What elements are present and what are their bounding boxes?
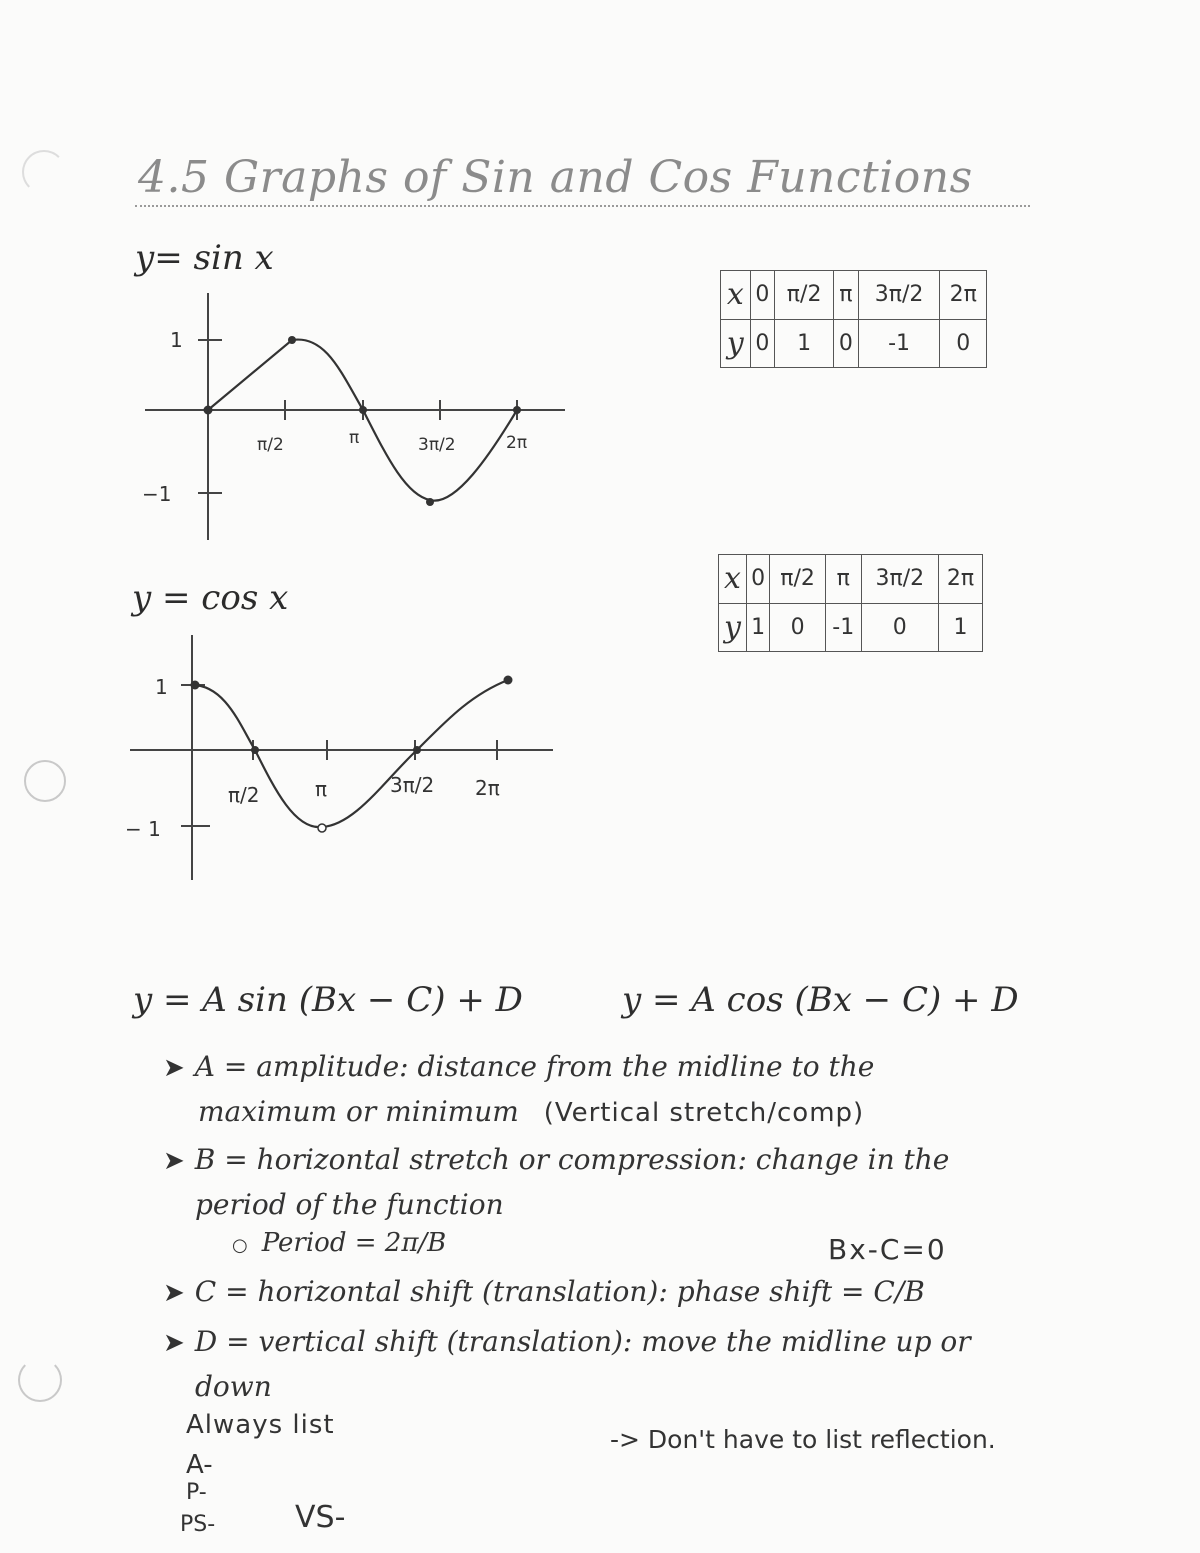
bullet-text: A = amplitude: distance from the midline to the	[194, 1050, 875, 1083]
sin-point	[426, 498, 434, 506]
table-header-y: y	[719, 603, 747, 652]
cos-point	[318, 824, 326, 832]
table-cell: π	[833, 271, 858, 320]
handwritten-note: Bx-C=0	[828, 1233, 947, 1266]
bullet-amplitude	[163, 1050, 874, 1083]
cos-point	[251, 746, 259, 754]
handwritten-note: (Vertical stretch/comp)	[543, 1098, 865, 1128]
handwritten-note: Always list	[186, 1410, 335, 1440]
arrow-bullet-icon: ➤	[163, 1146, 185, 1176]
bullet-horizontal-stretch-continued: period of the function	[195, 1188, 504, 1221]
bullet-text: B = horizontal stretch or compression: change in the	[194, 1143, 950, 1176]
table-row	[721, 319, 987, 368]
sin-general-formula: y = A sin (Bx − C) + D	[133, 980, 523, 1020]
cos-point	[504, 676, 513, 685]
title-underline	[135, 205, 1030, 207]
cos-point	[413, 746, 421, 754]
sin-y-tick-label: 1	[170, 328, 183, 352]
arrow-bullet-icon: ➤	[163, 1278, 185, 1308]
sin-x-tick-label: π/2	[257, 435, 284, 455]
sin-curve	[208, 340, 517, 501]
binder-hole-mark	[18, 1358, 62, 1402]
handwritten-note: A-	[186, 1450, 213, 1480]
bullet-vertical-shift-continued: down	[195, 1370, 272, 1403]
table-header-x: x	[719, 555, 747, 604]
cos-x-tick-label: π	[315, 777, 328, 801]
bullet-vertical-shift	[163, 1325, 971, 1358]
table-cell: π/2	[770, 555, 826, 604]
table-cell: 0	[750, 319, 775, 368]
arrow-bullet-icon: ➤	[163, 1328, 185, 1358]
sin-point	[359, 406, 367, 414]
cos-point	[191, 681, 200, 690]
sin-point	[288, 336, 296, 344]
bullet-horizontal-shift	[163, 1275, 925, 1308]
table-cell: 0	[770, 603, 826, 652]
cos-y-tick-label: 1	[155, 675, 168, 699]
bullet-text: maximum or minimum	[198, 1095, 519, 1128]
sin-x-tick-label: 3π/2	[418, 435, 456, 455]
cos-x-tick-label: 3π/2	[390, 773, 435, 797]
sin-y-tick-label: −1	[142, 482, 172, 506]
sin-value-table	[720, 270, 987, 368]
table-cell: 3π/2	[861, 555, 938, 604]
cos-y-tick-label: − 1	[125, 817, 161, 841]
bullet-text: C = horizontal shift (translation): phase shift = C/B	[194, 1275, 925, 1308]
table-cell: 1	[938, 603, 982, 652]
sin-x-tick-label: π	[349, 428, 360, 448]
table-cell: 0	[746, 555, 769, 604]
table-cell: 0	[940, 319, 987, 368]
handwritten-note: P-	[186, 1480, 207, 1505]
binder-hole-mark	[22, 150, 66, 194]
handwritten-note: -> Don't have to list reflection.	[610, 1425, 996, 1454]
bullet-text: D = vertical shift (translation): move the midline up or	[194, 1325, 971, 1358]
sin-x-tick-label: 2π	[506, 433, 528, 453]
handwritten-note: VS-	[295, 1500, 346, 1535]
table-cell: π	[825, 555, 861, 604]
page-title: 4.5 Graphs of Sin and Cos Functions	[138, 152, 973, 203]
table-row	[719, 555, 983, 604]
cos-graph-label: y = cos x	[132, 578, 289, 618]
table-cell: 0	[750, 271, 775, 320]
table-cell: 2π	[940, 271, 987, 320]
bullet-horizontal-stretch	[163, 1143, 949, 1176]
table-cell: π/2	[775, 271, 834, 320]
sin-point	[204, 406, 213, 415]
table-cell: -1	[825, 603, 861, 652]
circle-bullet-icon: ○	[232, 1235, 248, 1256]
sin-graph	[120, 285, 580, 545]
sin-point	[513, 406, 521, 414]
table-cell: 0	[833, 319, 858, 368]
cos-graph	[115, 630, 565, 885]
sub-bullet-period	[232, 1228, 446, 1258]
table-cell: -1	[858, 319, 940, 368]
table-cell: 1	[746, 603, 769, 652]
binder-hole-mark	[24, 760, 66, 802]
table-row	[719, 603, 983, 652]
table-cell: 2π	[938, 555, 982, 604]
table-row	[721, 271, 987, 320]
bullet-text: Period = 2π/B	[261, 1228, 447, 1258]
handwritten-note: PS-	[180, 1512, 216, 1537]
table-header-y: y	[721, 319, 751, 368]
table-cell: 1	[775, 319, 834, 368]
sin-graph-label: y= sin x	[135, 238, 274, 278]
table-cell: 0	[861, 603, 938, 652]
cos-x-tick-label: π/2	[228, 783, 260, 807]
bullet-amplitude-continued	[198, 1095, 864, 1128]
table-header-x: x	[721, 271, 751, 320]
table-cell: 3π/2	[858, 271, 940, 320]
cos-general-formula: y = A cos (Bx − C) + D	[622, 980, 1019, 1020]
cos-x-tick-label: 2π	[475, 776, 500, 800]
cos-value-table	[718, 554, 983, 652]
arrow-bullet-icon: ➤	[163, 1053, 185, 1083]
